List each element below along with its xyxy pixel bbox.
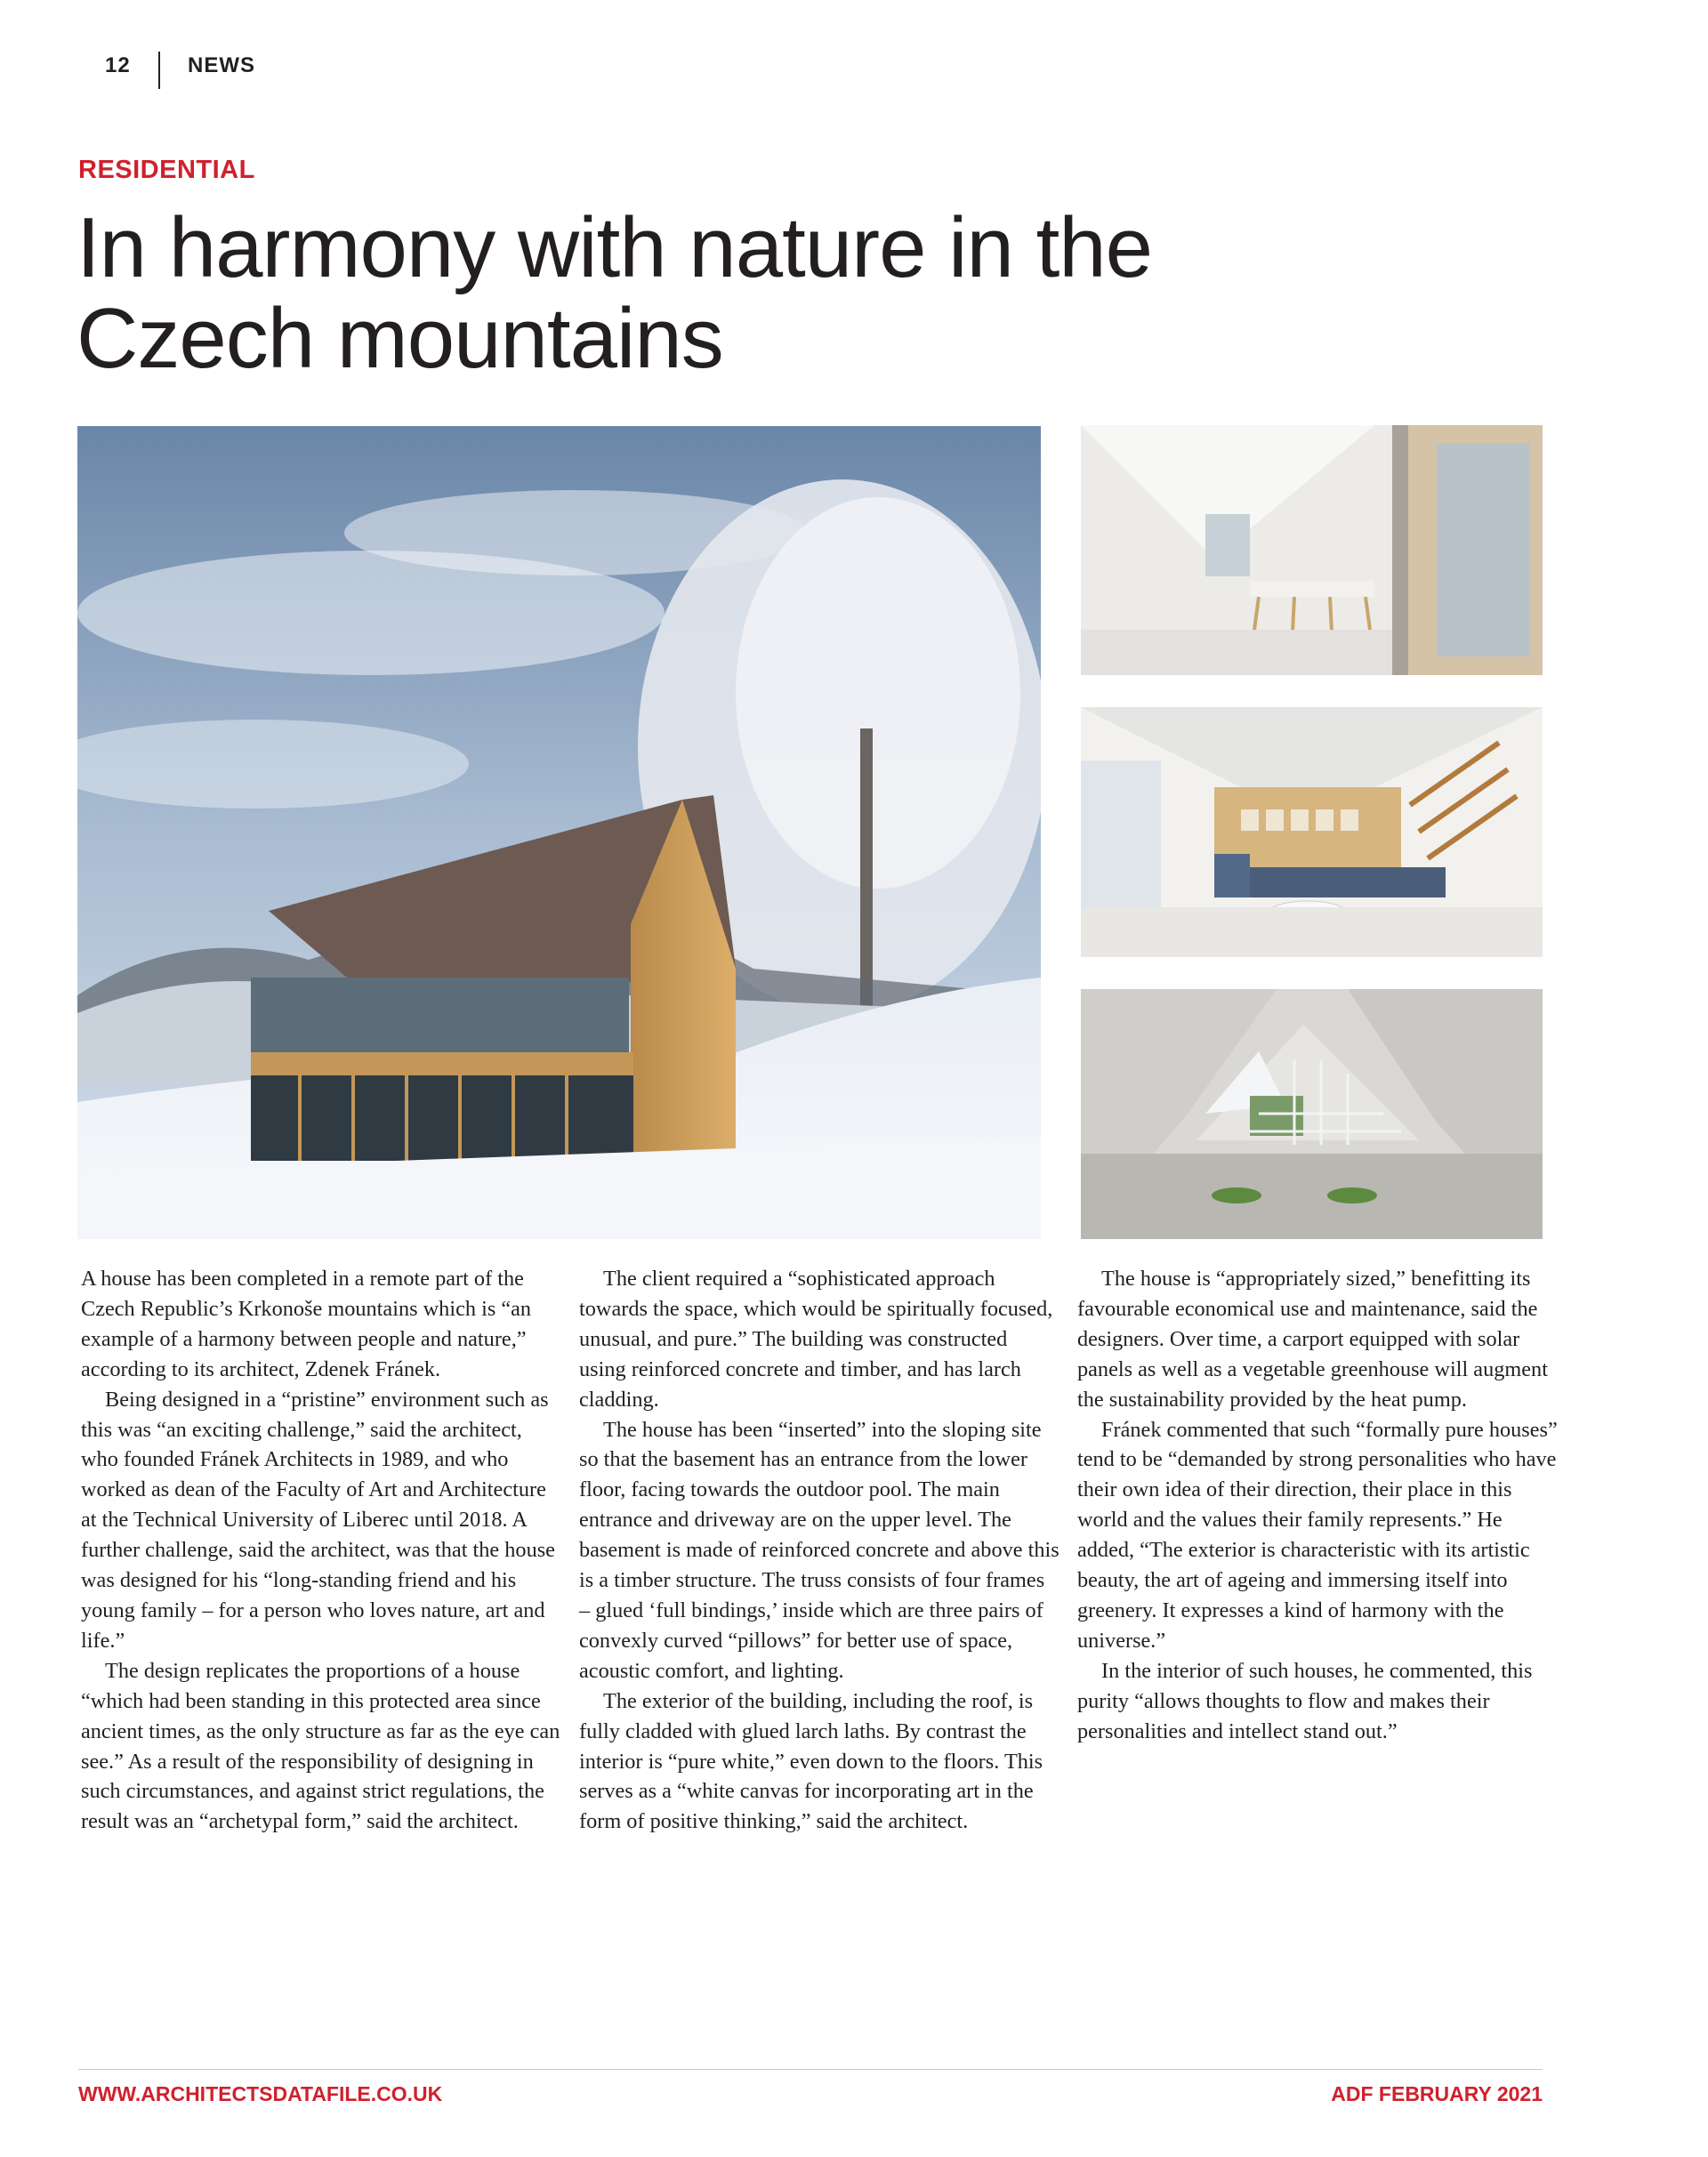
paragraph-5: The house has been “inserted” into the sloping site so that the basement has an entrance from the lower floor, facing towards the outdoor pool. The main entrance and driveway are on the upper level. The basement is made of reinforced concrete and above this is a timber structure. The truss consists of four frames – glued ‘full bindings,’ inside which are three pairs of convexly curved “pillows” for better use of space, acoustic comfort, and lighting. — [579, 1417, 1059, 1683]
photo-living-room — [1081, 707, 1543, 957]
paragraph-1: A house has been completed in a remote part of the Czech Republic’s Krkonoše mountains which is “an example of a harmony between people and nature,” according to its architect, Zdenek Fránek. — [81, 1267, 532, 1381]
footer-divider — [78, 2069, 1543, 2070]
paragraph-6: The exterior of the building, including the roof, is fully cladded with glued larch laths. By contrast the interior is “pure white,” even down to the floors. This serves as a “white canvas for incorporating art in the form of positive thinking,” said the architect. — [579, 1688, 1043, 1834]
paragraph-3: The design replicates the proportions of a house “which had been standing in this protected area since ancient times, as the only structure as far as the eye can see.” As a result of the responsibility of designing in such circumstances, and against strict regulations, the result was an “archetypal form,” said the architect. — [81, 1658, 560, 1834]
photo-dining-interior — [1081, 425, 1543, 675]
page-number: 12 — [105, 53, 131, 77]
footer-website-link[interactable]: WWW.ARCHITECTSDATAFILE.CO.UK — [78, 2082, 443, 2105]
article-column-1 — [81, 1264, 561, 1837]
hero-photo-exterior — [77, 426, 1041, 1239]
paragraph-7: The house is “appropriately sized,” benefitting its favourable economical use and maintenance, said the designers. Over time, a carport equipped with solar panels as well as a vegetable greenhouse will augment the sustainability provided by the heat pump. — [1077, 1267, 1548, 1412]
paragraph-8: Fránek commented that such “formally pure houses” tend to be “demanded by strong personalities who have their own idea of their direction, their place in this world and the values their family represents.” He added, “The exterior is characteristic with its artistic beauty, the art of ageing and immersing itself into greenery. It expresses a kind of harmony with the universe.” — [1077, 1417, 1558, 1653]
paragraph-2: Being designed in a “pristine” environment such as this was “an exciting challenge,” said the architect, who founded Fránek Architects in 1989, and who worked as dean of the Faculty of Art and Architecture at the Technical University of Liberec until 2018. A further challenge, said the architect, was that the house was designed for his “long-standing friend and his young family – for a person who loves nature, art and life.” — [81, 1387, 555, 1653]
headline-line-1: In harmony with nature in the — [77, 200, 1153, 295]
article-headline — [77, 200, 1411, 386]
article-column-2 — [579, 1264, 1059, 1837]
paragraph-9: In the interior of such houses, he commented, this purity “allows thoughts to flow and makes their personalities and intellect stand out.” — [1077, 1658, 1533, 1743]
section-label: NEWS — [188, 53, 255, 77]
paragraph-4: The client required a “sophisticated approach towards the space, which would be spiritually focused, unusual, and pure.” The building was constructed using reinforced concrete and timber, and has larch cladding. — [579, 1267, 1053, 1412]
header-divider — [158, 52, 160, 89]
headline-line-2: Czech mountains — [77, 291, 723, 386]
footer-issue-date: ADF FEBRUARY 2021 — [1331, 2082, 1543, 2105]
category-label: RESIDENTIAL — [78, 156, 255, 184]
article-column-3 — [1077, 1264, 1558, 1747]
photo-attic-room — [1081, 989, 1543, 1239]
